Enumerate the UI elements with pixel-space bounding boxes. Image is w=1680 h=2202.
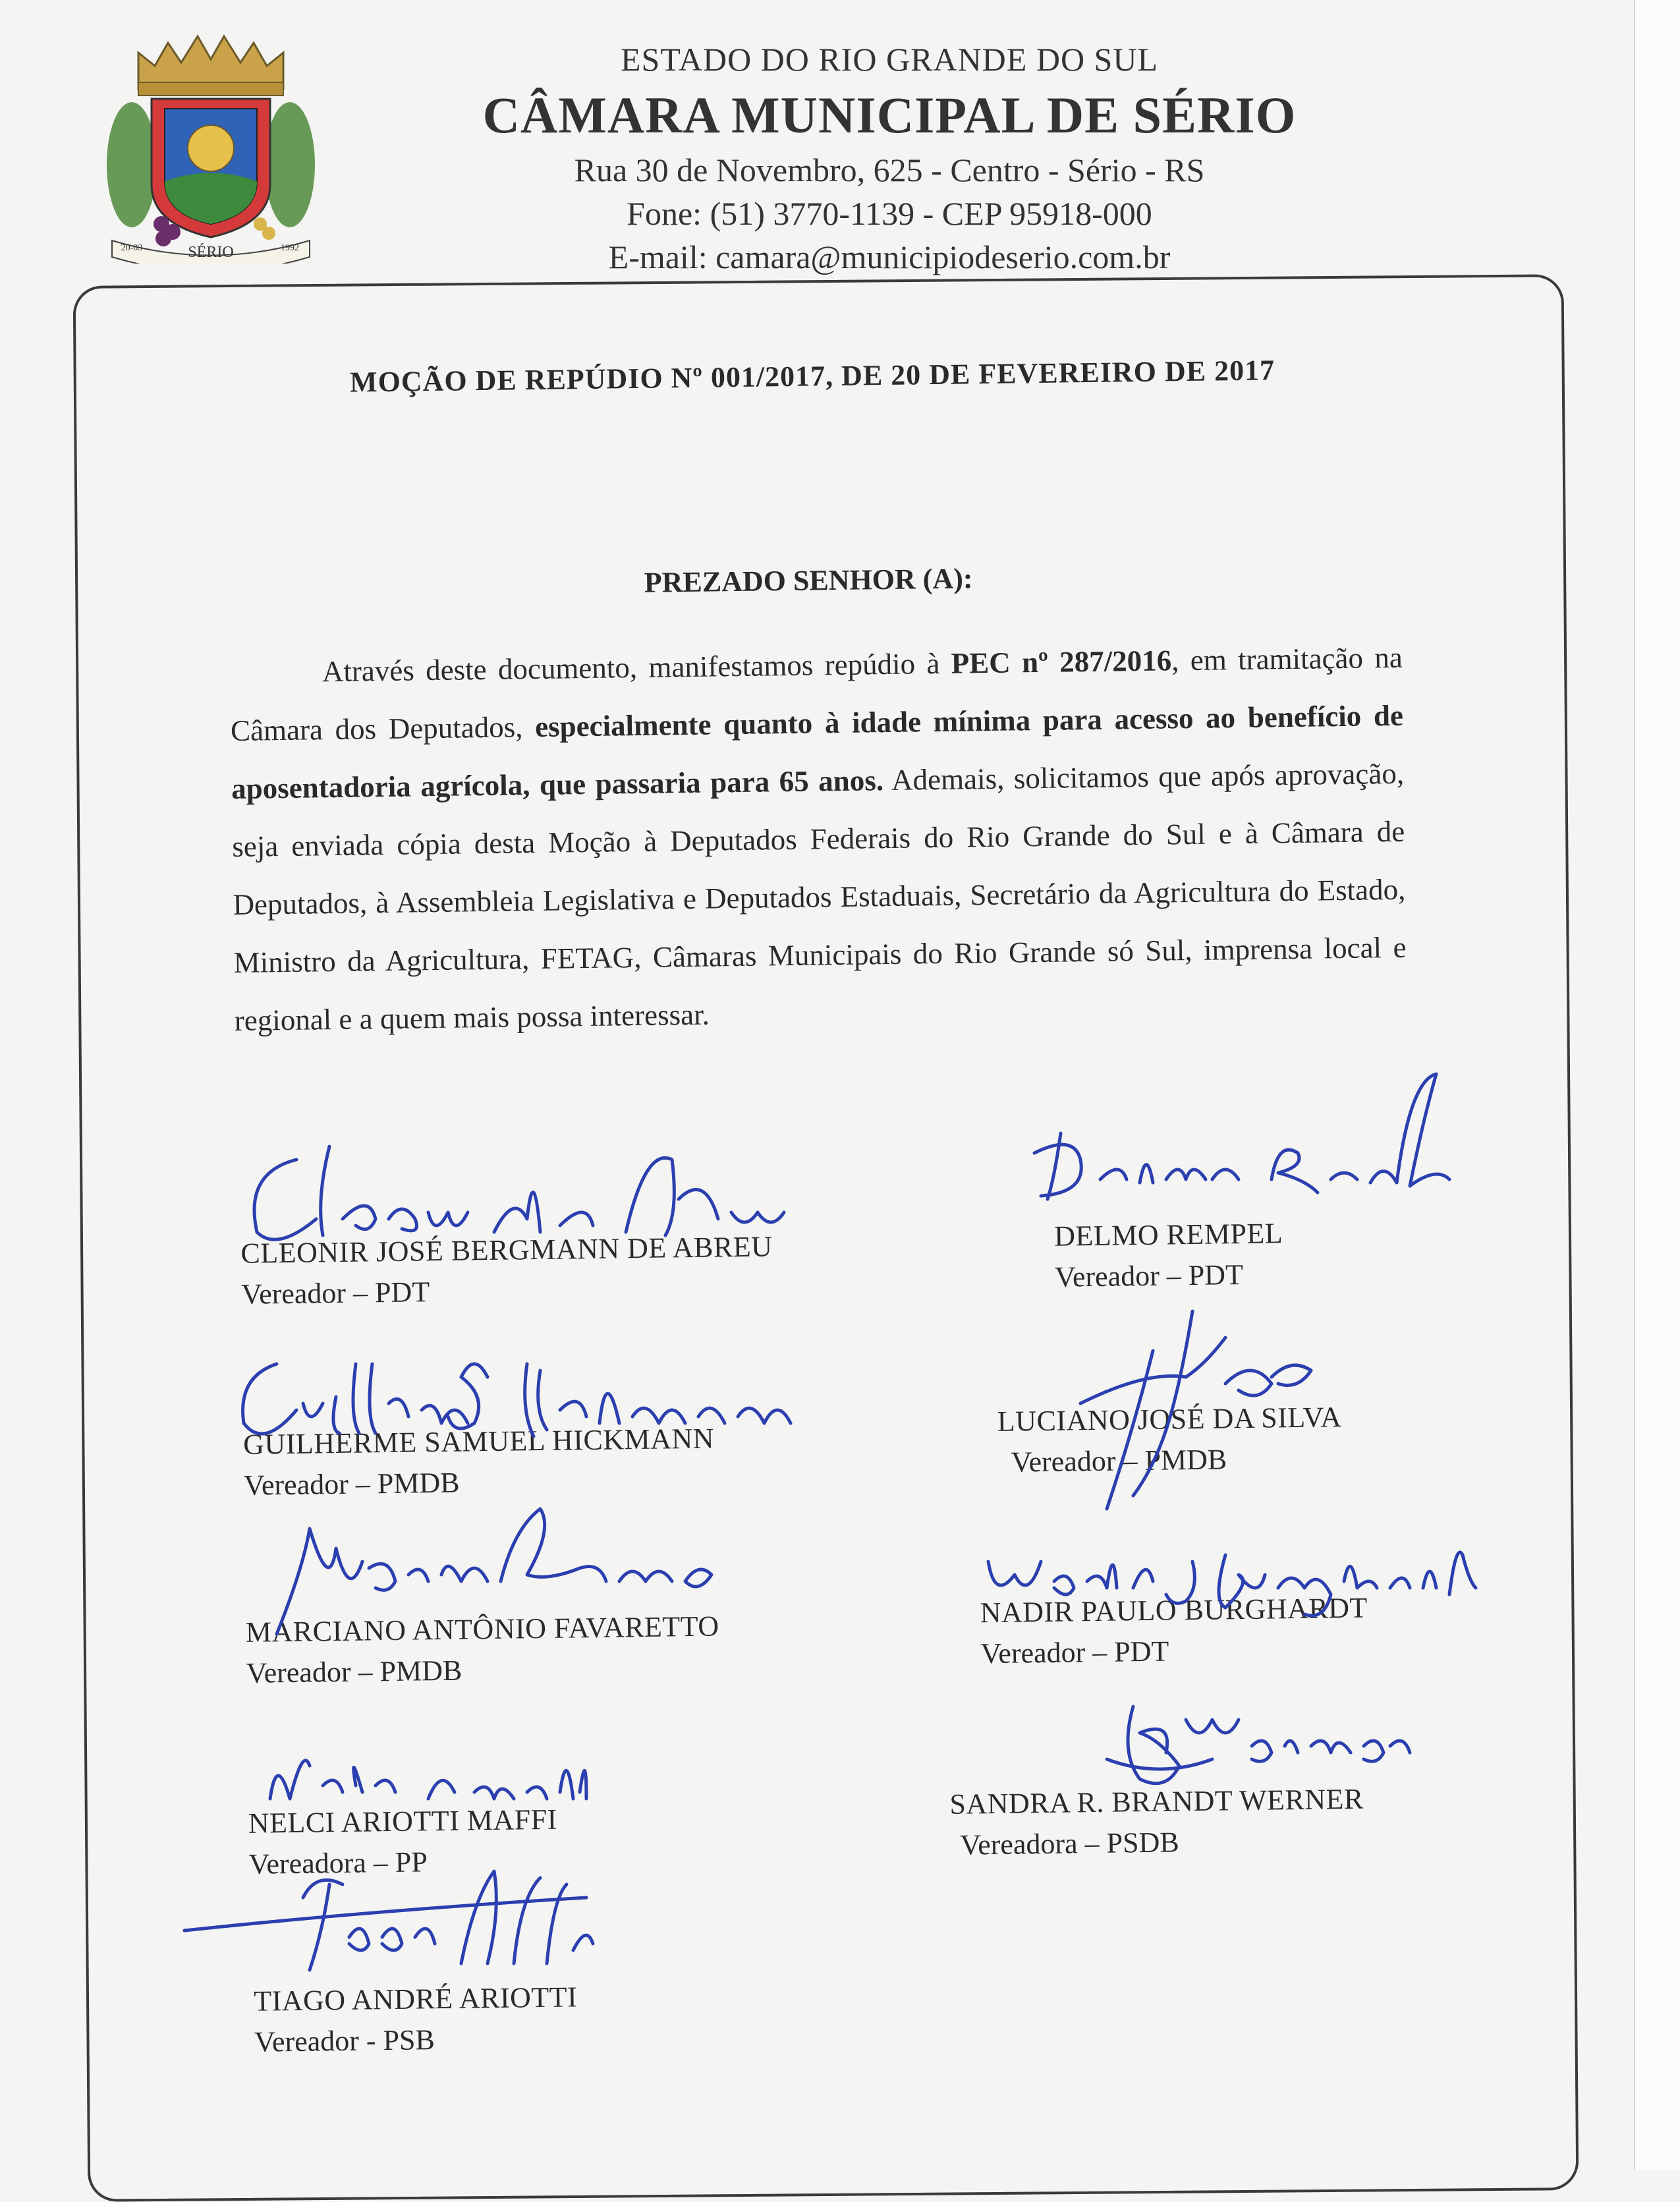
signatory-name: DELMO REMPEL (1053, 1217, 1283, 1253)
signature-nelci (250, 1726, 593, 1819)
signatory-name: LUCIANO JOSÉ DA SILVA (997, 1401, 1342, 1438)
signatory-role: Vereador – PDT (1054, 1258, 1244, 1293)
signatory-name: NELCI ARIOTTI MAFFI (248, 1803, 558, 1840)
salutation: PREZADO SENHOR (A): (644, 562, 973, 599)
signatory-role: Vereador – PMDB (243, 1466, 460, 1502)
pec-reference: PEC nº 287/2016 (951, 644, 1172, 680)
signatory-name: TIAGO ANDRÉ ARIOTTI (253, 1981, 578, 2018)
svg-text:20-03: 20-03 (121, 243, 143, 253)
signatory-role: Vereador – PMDB (246, 1654, 462, 1689)
state-name: ESTADO DO RIO GRANDE DO SUL (620, 41, 1159, 78)
signatory-name: MARCIANO ANTÔNIO FAVARETTO (245, 1610, 719, 1649)
chamber-name: CÂMARA MUNICIPAL DE SÉRIO (482, 86, 1297, 144)
signatory-name: SANDRA R. BRANDT WERNER (949, 1782, 1364, 1821)
svg-text:1992: 1992 (281, 243, 299, 253)
signature-luciano (1054, 1298, 1331, 1515)
email-line: E-mail: camara@municipiodeserio.com.br (608, 239, 1171, 275)
body-paragraph: Através deste documento, manifestamos repúdio à PEC nº 287/2016, em tramitação na Câmara dos Deputados, especialmente quanto à idade mínima para acesso ao benefício de aposentadoria agrícola, que passaria para 65 anos. Ademais, solicitamos que após aprovação, seja enviada cópia desta Moção à Deputados Federais do Rio Grande do Sul e à Câmara de Deputados, à Assembleia Legislativa e Deputados Estaduais, Secretário da Agricultura do Estado, Ministro da Agricultura, FETAG, Câmaras Municipais do Rio Grande só Sul, imprensa local e regional e a quem mais possa interessar. (230, 640, 1407, 1038)
signature-delmo (1015, 1067, 1476, 1219)
signatory-role: Vereadora – PSDB (959, 1826, 1179, 1861)
signatory-name: CLEONIR JOSÉ BERGMANN DE ABREU (240, 1230, 773, 1270)
signatory-name: NADIR PAULO BURGHARDT (980, 1591, 1368, 1629)
signature-guilherme (224, 1338, 817, 1463)
signature-nadir (975, 1515, 1489, 1627)
coat-ribbon-label: SÉRIO (188, 244, 234, 261)
signatory-role: Vereador - PSB (254, 2023, 435, 2058)
signatory-role: Vereador – PDT (240, 1276, 430, 1311)
signatory-name: GUILHERME SAMUEL HICKMANN (242, 1422, 715, 1461)
signature-marciano (237, 1489, 751, 1647)
signatory-role: Vereador – PDT (980, 1635, 1169, 1670)
signatory-role: Vereadora – PP (248, 1846, 428, 1880)
signature-block (1054, 1213, 1284, 1298)
phone-line: Fone: (51) 3770-1139 - CEP 95918-000 (627, 195, 1152, 232)
address-line: Rua 30 de Novembro, 625 - Centro - Sério - RS (574, 152, 1205, 188)
emphasis-minimum-age: especialmente quanto à idade mínima para acesso ao benefício de aposentadoria agrícola, que passaria para 65 anos. (231, 698, 1404, 806)
signatory-role: Vereador – PMDB (1011, 1443, 1227, 1479)
signature-tiago (171, 1858, 619, 1990)
signature-cleonir (217, 1120, 810, 1272)
document-title: MOÇÃO DE REPÚDIO Nº 001/2017, DE 20 DE FEVEREIRO DE 2017 (349, 354, 1275, 399)
signature-sandra (1080, 1693, 1423, 1799)
